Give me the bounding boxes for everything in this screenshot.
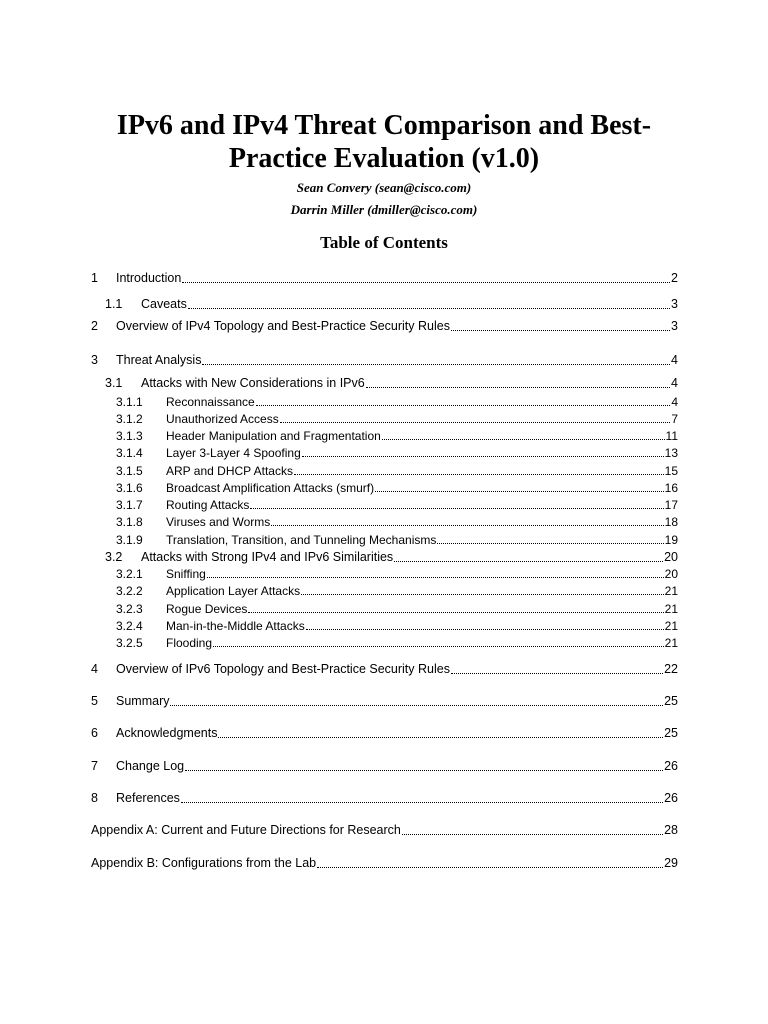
toc-entry-number: 5 bbox=[91, 694, 98, 708]
toc-entry[interactable] bbox=[105, 296, 678, 312]
toc-entry-title: Broadcast Amplification Attacks (smurf) bbox=[166, 481, 375, 495]
toc-entry-title: Translation, Transition, and Tunneling Mechanisms bbox=[166, 533, 437, 547]
toc-entry-title: Layer 3-Layer 4 Spoofing bbox=[166, 446, 301, 460]
dot-leader bbox=[382, 438, 665, 440]
toc-entry-title: Appendix B: Configurations from the Lab bbox=[91, 856, 317, 870]
toc-entry-title: Caveats bbox=[141, 297, 187, 311]
dot-leader bbox=[451, 329, 670, 331]
toc-entry-page-number: 21 bbox=[664, 636, 678, 650]
toc-entry[interactable] bbox=[91, 270, 678, 286]
toc-entry-page-number: 16 bbox=[664, 481, 678, 495]
toc-entry-page-number: 21 bbox=[664, 619, 678, 633]
toc-entry-page-number: 26 bbox=[664, 759, 678, 773]
toc-entry-number: 3.2.5 bbox=[116, 636, 143, 650]
toc-entry[interactable] bbox=[116, 445, 678, 460]
toc-entry[interactable] bbox=[91, 693, 678, 709]
toc-entry-number: 3.2 bbox=[105, 550, 123, 564]
dot-leader bbox=[213, 645, 664, 647]
toc-entry-number: 7 bbox=[91, 759, 98, 773]
toc-entry-number: 1 bbox=[91, 271, 98, 285]
toc-entry-number: 3 bbox=[91, 353, 98, 367]
toc-entry-title: Overview of IPv4 Topology and Best-Practice Security Rules bbox=[116, 319, 450, 333]
document-title bbox=[0, 109, 768, 175]
toc-entry-title: Attacks with Strong IPv4 and IPv6 Similarities bbox=[141, 550, 394, 564]
toc-entry-page-number: 4 bbox=[671, 353, 678, 367]
toc-entry-number: 3.2.3 bbox=[116, 602, 143, 616]
dot-leader bbox=[366, 386, 670, 388]
dot-leader bbox=[170, 704, 663, 706]
toc-entry-page-number: 13 bbox=[664, 446, 678, 460]
dot-leader bbox=[280, 421, 671, 423]
toc-entry-title: Reconnaissance bbox=[166, 395, 255, 409]
toc-entry[interactable] bbox=[116, 635, 678, 650]
toc-entry-title: Overview of IPv6 Topology and Best-Practice Security Rules bbox=[116, 662, 450, 676]
toc-entry-number: 3.2.4 bbox=[116, 619, 143, 633]
dot-leader bbox=[185, 769, 663, 771]
dot-leader bbox=[317, 866, 663, 868]
toc-entry[interactable] bbox=[116, 583, 678, 598]
dot-leader bbox=[301, 593, 664, 595]
toc-heading: Table of Contents bbox=[320, 233, 448, 252]
toc-entry-page-number: 20 bbox=[664, 567, 678, 581]
dot-leader bbox=[402, 833, 663, 835]
toc-entry-number: 3.1.6 bbox=[116, 481, 143, 495]
toc-entry-title: Threat Analysis bbox=[116, 353, 202, 367]
toc-entry-number: 3.1.1 bbox=[116, 395, 143, 409]
toc-entry-page-number: 2 bbox=[671, 271, 678, 285]
toc-entry-page-number: 3 bbox=[671, 297, 678, 311]
toc-entry-title: Application Layer Attacks bbox=[166, 584, 301, 598]
dot-leader bbox=[294, 473, 664, 475]
toc-entry-number: 6 bbox=[91, 726, 98, 740]
toc-entry[interactable] bbox=[91, 758, 678, 774]
toc-entry-page-number: 15 bbox=[664, 464, 678, 478]
author-darrin-miller: Darrin Miller (dmiller@cisco.com) bbox=[290, 202, 478, 217]
toc-entry-number: 3.2.2 bbox=[116, 584, 143, 598]
toc-entry-title: ARP and DHCP Attacks bbox=[166, 464, 293, 478]
toc-entry-page-number: 3 bbox=[671, 319, 678, 333]
toc-entry-number: 3.1 bbox=[105, 376, 123, 390]
toc-entry-title: Attacks with New Considerations in IPv6 bbox=[141, 376, 365, 390]
document-title-line-2: Practice Evaluation (v1.0) bbox=[228, 143, 540, 174]
toc-entry-number: 8 bbox=[91, 791, 98, 805]
toc-entry-title: Unauthorized Access bbox=[166, 412, 279, 426]
author-sean-convery: Sean Convery (sean@cisco.com) bbox=[296, 180, 472, 195]
toc-entry-page-number: 4 bbox=[671, 395, 678, 409]
toc-entry-number: 3.1.3 bbox=[116, 429, 143, 443]
toc-entry-number: 3.1.8 bbox=[116, 515, 143, 529]
toc-entry[interactable] bbox=[116, 428, 678, 443]
toc-entry-number: 3.1.2 bbox=[116, 412, 143, 426]
toc-entry-page-number: 7 bbox=[671, 412, 678, 426]
toc-entry-page-number: 29 bbox=[664, 856, 678, 870]
toc-entry-page-number: 25 bbox=[664, 726, 678, 740]
dot-leader bbox=[181, 801, 663, 803]
toc-entry[interactable] bbox=[91, 661, 678, 677]
toc-entry-page-number: 26 bbox=[664, 791, 678, 805]
toc-entry-title: Acknowledgments bbox=[116, 726, 218, 740]
dot-leader bbox=[302, 455, 664, 457]
toc-entry-page-number: 22 bbox=[664, 662, 678, 676]
toc-entry-number: 3.1.9 bbox=[116, 533, 143, 547]
toc-entry-title: Change Log bbox=[116, 759, 185, 773]
toc-entry-title: Appendix A: Current and Future Directions for Research bbox=[91, 823, 401, 837]
toc-entry[interactable] bbox=[116, 601, 678, 616]
dot-leader bbox=[451, 672, 663, 674]
toc-entry-page-number: 28 bbox=[664, 823, 678, 837]
toc-entry[interactable] bbox=[91, 822, 678, 838]
toc-entry-page-number: 4 bbox=[671, 376, 678, 390]
toc-entry-page-number: 20 bbox=[664, 550, 678, 564]
toc-entry-title: Introduction bbox=[116, 271, 182, 285]
toc-entry-page-number: 21 bbox=[664, 584, 678, 598]
document-title-line-1: IPv6 and IPv4 Threat Comparison and Best- bbox=[116, 110, 652, 141]
toc-entry-title: Rogue Devices bbox=[166, 602, 248, 616]
toc-entry[interactable] bbox=[116, 463, 678, 478]
toc-entry[interactable] bbox=[91, 855, 678, 871]
toc-entry-title: Routing Attacks bbox=[166, 498, 250, 512]
toc-entry[interactable] bbox=[91, 790, 678, 806]
toc-entry-title: Flooding bbox=[166, 636, 213, 650]
dot-leader bbox=[250, 507, 663, 509]
toc-entry-number: 2 bbox=[91, 319, 98, 333]
toc-entry[interactable] bbox=[116, 514, 678, 529]
toc-entry[interactable] bbox=[105, 375, 678, 391]
toc-entry[interactable] bbox=[116, 566, 678, 581]
dot-leader bbox=[248, 611, 663, 613]
toc-entry[interactable] bbox=[116, 411, 678, 426]
toc-entry[interactable] bbox=[116, 394, 678, 409]
toc-entry-page-number: 19 bbox=[664, 533, 678, 547]
toc-entry-number: 3.1.5 bbox=[116, 464, 143, 478]
toc-entry[interactable] bbox=[91, 725, 678, 741]
toc-entry[interactable] bbox=[91, 318, 678, 334]
toc-entry[interactable] bbox=[116, 618, 678, 633]
toc-entry[interactable] bbox=[105, 549, 678, 565]
dot-leader bbox=[207, 576, 664, 578]
dot-leader bbox=[202, 363, 670, 365]
toc-entry-page-number: 21 bbox=[664, 602, 678, 616]
toc-entry-page-number: 18 bbox=[664, 515, 678, 529]
toc-entry-number: 3.2.1 bbox=[116, 567, 143, 581]
dot-leader bbox=[182, 281, 670, 283]
toc-entry-page-number: 11 bbox=[665, 429, 678, 443]
toc-entry[interactable] bbox=[116, 532, 678, 547]
toc-entry-number: 3.1.7 bbox=[116, 498, 143, 512]
dot-leader bbox=[256, 404, 671, 406]
dot-leader bbox=[188, 307, 670, 309]
toc-entry-number: 1.1 bbox=[105, 297, 123, 311]
toc-entry-title: Sniffing bbox=[166, 567, 206, 581]
toc-entry-page-number: 25 bbox=[664, 694, 678, 708]
toc-entry-title: Header Manipulation and Fragmentation bbox=[166, 429, 381, 443]
toc-entry-title: Viruses and Worms bbox=[166, 515, 271, 529]
toc-entry[interactable] bbox=[116, 480, 678, 495]
dot-leader bbox=[437, 542, 663, 544]
dot-leader bbox=[394, 560, 663, 562]
toc-entry-page-number: 17 bbox=[664, 498, 678, 512]
toc-entry-title: Man-in-the-Middle Attacks bbox=[166, 619, 305, 633]
toc-entry[interactable] bbox=[91, 352, 678, 368]
toc-entry-title: References bbox=[116, 791, 180, 805]
dot-leader bbox=[271, 524, 663, 526]
toc-entry-title: Summary bbox=[116, 694, 170, 708]
toc-entry-number: 4 bbox=[91, 662, 98, 676]
dot-leader bbox=[306, 628, 664, 630]
toc-entry-number: 3.1.4 bbox=[116, 446, 143, 460]
dot-leader bbox=[375, 490, 664, 492]
toc-entry[interactable] bbox=[116, 497, 678, 512]
dot-leader bbox=[218, 736, 663, 738]
